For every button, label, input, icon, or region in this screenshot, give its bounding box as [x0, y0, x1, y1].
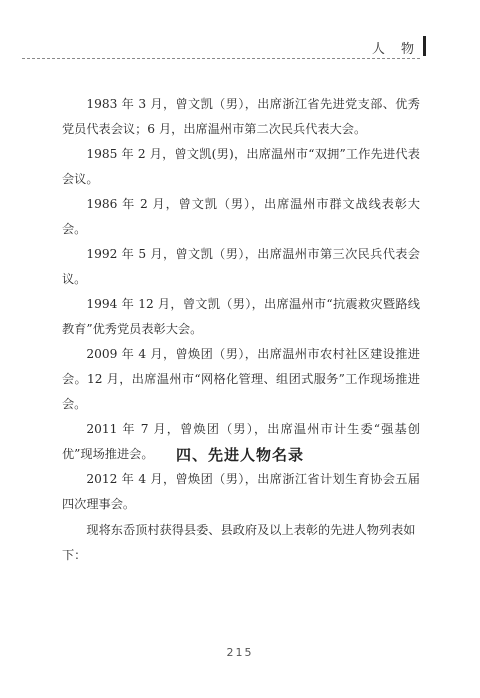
record-paragraph: 1985 年 2 月，曾文凯(男)，出席温州市“双拥”工作先进代表会议。: [62, 147, 420, 186]
record-paragraph: 1992 年 5 月，曾文凯（男），出席温州市第三次民兵代表会议。: [62, 247, 420, 286]
record-paragraph: 1983 年 3 月，曾文凯（男），出席浙江省先进党支部、优秀党员代表会议；6 月，出席温州市第二次民兵代表大会。: [62, 97, 420, 136]
record-paragraph: 2012 年 4 月，曾焕团（男），出席浙江省计划生育协会五届四次理事会。: [62, 472, 420, 511]
intro-paragraph: 现将东岙顶村获得县委、县政府及以上表彰的先进人物列表如下：: [62, 523, 416, 562]
record-paragraph: 1986 年 2 月，曾文凯（男），出席温州市群文战线表彰大会。: [62, 197, 420, 236]
record-paragraph: 2011 年 7 月，曾焕团（男），出席温州市计生委“强基创优”现场推进会。: [62, 422, 420, 461]
record-paragraph: 2009 年 4 月，曾焕团（男），出席温州市农村社区建设推进会。12 月，出席温州市“网格化管理、组团式服务”工作现场推进会。: [62, 347, 420, 411]
running-header: [22, 36, 420, 59]
section-heading: 四、先进人物名录: [175, 446, 304, 464]
page-number: 215: [226, 646, 254, 659]
header-marker-bar: [423, 36, 426, 56]
header-section-title: 人 物: [371, 42, 420, 57]
record-paragraph: 1994 年 12 月，曾文凯（男），出席温州市“抗震救灾暨路线教育”优秀党员表彰大会。: [62, 297, 420, 336]
